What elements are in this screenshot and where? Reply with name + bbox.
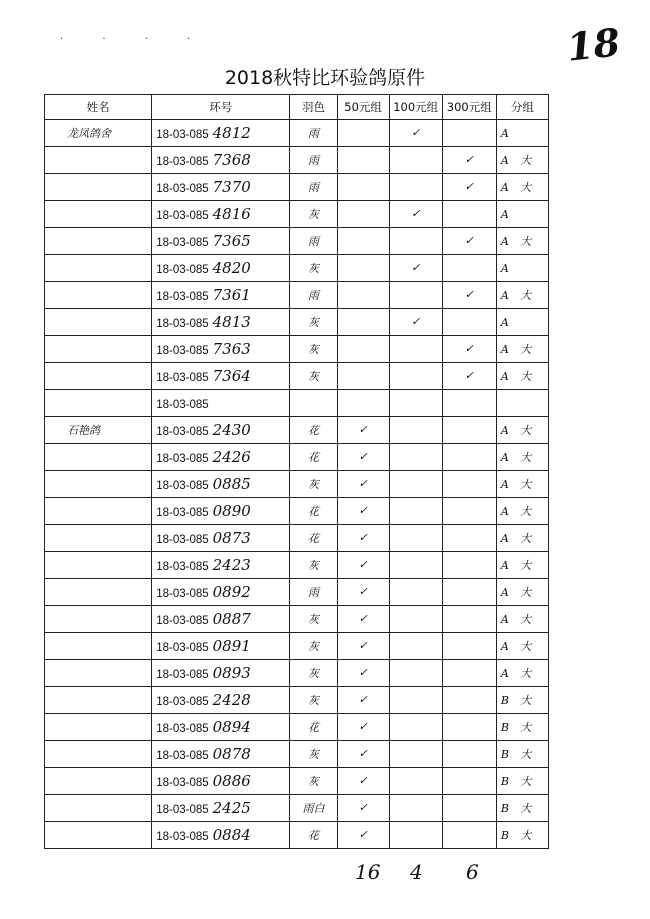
owner-name-cell [45, 633, 152, 660]
ring-prefix: 18-03-085 [156, 696, 209, 708]
g50-check-cell: ✓ [337, 471, 389, 498]
g300-check-cell [442, 822, 496, 849]
group-cell: A 大 [496, 336, 548, 363]
ring-prefix: 18-03-085 [156, 777, 209, 789]
feather-color-cell: 灰 [290, 552, 337, 579]
feather-color-cell: 灰 [290, 201, 337, 228]
owner-name-cell [45, 363, 152, 390]
g300-check-cell [442, 633, 496, 660]
feather-color-cell: 花 [290, 444, 337, 471]
g50-check-cell: ✓ [337, 795, 389, 822]
g300-check-cell [442, 471, 496, 498]
ring-suffix: 4813 [212, 313, 251, 331]
ring-suffix: 0884 [212, 826, 251, 844]
ring-suffix: 0893 [212, 664, 251, 682]
header-color: 羽色 [290, 95, 337, 120]
ring-number-cell [152, 336, 290, 363]
g50-check-cell: ✓ [337, 768, 389, 795]
ring-suffix: 7370 [212, 178, 251, 196]
owner-name-cell [45, 282, 152, 309]
ring-prefix: 18-03-085 [156, 534, 209, 546]
feather-color-cell: 灰 [290, 741, 337, 768]
owner-name-cell [45, 471, 152, 498]
group-cell: B 大 [496, 741, 548, 768]
ring-prefix: 18-03-085 [156, 372, 209, 384]
group-cell [496, 390, 548, 417]
table-row [45, 228, 549, 255]
g50-check-cell: ✓ [337, 660, 389, 687]
g300-check-cell [442, 606, 496, 633]
g300-check-cell [442, 498, 496, 525]
ring-number-cell [152, 363, 290, 390]
group-cell: A 大 [496, 471, 548, 498]
table-row [45, 579, 549, 606]
feather-color-cell [290, 390, 337, 417]
table-row [45, 633, 549, 660]
ring-prefix: 18-03-085 [156, 669, 209, 681]
owner-name-cell [45, 822, 152, 849]
ring-prefix: 18-03-085 [156, 750, 209, 762]
ring-suffix: 0886 [212, 772, 251, 790]
total-g300: 6 [466, 860, 479, 884]
group-cell: B 大 [496, 714, 548, 741]
feather-color-cell: 花 [290, 714, 337, 741]
g300-check-cell [442, 795, 496, 822]
table-row [45, 120, 549, 147]
ring-suffix: 4816 [212, 205, 251, 223]
ring-prefix: 18-03-085 [156, 642, 209, 654]
ring-suffix: 0873 [212, 529, 251, 547]
ring-number-cell [152, 498, 290, 525]
g100-check-cell [389, 714, 442, 741]
g50-check-cell: ✓ [337, 633, 389, 660]
ring-number-cell [152, 282, 290, 309]
table-row [45, 363, 549, 390]
header-group: 分组 [496, 95, 548, 120]
feather-color-cell: 雨 [290, 282, 337, 309]
ring-prefix: 18-03-085 [156, 480, 209, 492]
g100-check-cell [389, 822, 442, 849]
total-g50: 16 [355, 860, 381, 884]
table-row [45, 768, 549, 795]
header-g300: 300元组 [442, 95, 496, 120]
ring-suffix: 2428 [212, 691, 251, 709]
owner-name-cell [45, 336, 152, 363]
table-row [45, 498, 549, 525]
group-cell: A 大 [496, 282, 548, 309]
g300-check-cell: ✓ [442, 228, 496, 255]
g100-check-cell [389, 768, 442, 795]
ring-number-cell [152, 552, 290, 579]
header-ring: 环号 [152, 95, 290, 120]
g300-check-cell [442, 417, 496, 444]
group-cell: A 大 [496, 147, 548, 174]
g100-check-cell [389, 606, 442, 633]
feather-color-cell: 花 [290, 498, 337, 525]
g300-check-cell [442, 525, 496, 552]
owner-name-cell [45, 390, 152, 417]
ring-prefix: 18-03-085 [156, 345, 209, 357]
feather-color-cell: 灰 [290, 768, 337, 795]
feather-color-cell: 灰 [290, 660, 337, 687]
g100-check-cell: ✓ [389, 309, 442, 336]
g100-check-cell [389, 525, 442, 552]
g100-check-cell [389, 579, 442, 606]
g100-check-cell: ✓ [389, 201, 442, 228]
ring-number-cell [152, 660, 290, 687]
feather-color-cell: 花 [290, 822, 337, 849]
group-cell: A 大 [496, 444, 548, 471]
table-row [45, 282, 549, 309]
g300-check-cell [442, 201, 496, 228]
table-row [45, 174, 549, 201]
ring-number-cell [152, 309, 290, 336]
group-cell: A 大 [496, 498, 548, 525]
group-cell: A [496, 309, 548, 336]
owner-name-cell [45, 606, 152, 633]
ring-number-cell [152, 147, 290, 174]
g50-check-cell [337, 309, 389, 336]
ring-suffix: 0892 [212, 583, 251, 601]
g300-check-cell [442, 390, 496, 417]
g50-check-cell [337, 147, 389, 174]
feather-color-cell: 灰 [290, 255, 337, 282]
header-row [45, 95, 549, 120]
owner-name-cell [45, 147, 152, 174]
ring-number-cell [152, 822, 290, 849]
ring-suffix: 2430 [212, 421, 251, 439]
table-row [45, 552, 549, 579]
ring-suffix: 0887 [212, 610, 251, 628]
ring-prefix: 18-03-085 [156, 507, 209, 519]
g100-check-cell [389, 147, 442, 174]
ring-prefix: 18-03-085 [156, 183, 209, 195]
g50-check-cell [337, 201, 389, 228]
table-row [45, 417, 549, 444]
g300-check-cell: ✓ [442, 336, 496, 363]
ring-prefix: 18-03-085 [156, 237, 209, 249]
ring-number-cell [152, 201, 290, 228]
owner-name-cell [45, 687, 152, 714]
g50-check-cell [337, 120, 389, 147]
ring-prefix: 18-03-085 [156, 588, 209, 600]
g100-check-cell [389, 363, 442, 390]
g100-check-cell: ✓ [389, 120, 442, 147]
group-cell: B 大 [496, 687, 548, 714]
ring-suffix: 2426 [212, 448, 251, 466]
table-body [45, 120, 549, 849]
ring-suffix: 7361 [212, 286, 251, 304]
owner-name-cell [45, 498, 152, 525]
g100-check-cell [389, 390, 442, 417]
g300-check-cell: ✓ [442, 147, 496, 174]
owner-name-cell [45, 174, 152, 201]
ring-prefix: 18-03-085 [156, 804, 209, 816]
g100-check-cell [389, 687, 442, 714]
feather-color-cell: 雨 [290, 228, 337, 255]
table-row [45, 255, 549, 282]
g300-check-cell [442, 687, 496, 714]
g100-check-cell [389, 471, 442, 498]
owner-name-cell [45, 201, 152, 228]
group-cell: A 大 [496, 228, 548, 255]
ring-number-cell [152, 444, 290, 471]
ring-suffix: 2423 [212, 556, 251, 574]
g300-check-cell [442, 120, 496, 147]
feather-color-cell: 花 [290, 525, 337, 552]
g50-check-cell: ✓ [337, 552, 389, 579]
group-cell: A [496, 120, 548, 147]
ring-number-cell [152, 768, 290, 795]
g300-check-cell [442, 309, 496, 336]
g100-check-cell [389, 741, 442, 768]
g50-check-cell: ✓ [337, 417, 389, 444]
g300-check-cell: ✓ [442, 363, 496, 390]
owner-name-cell [45, 444, 152, 471]
g50-check-cell [337, 255, 389, 282]
g100-check-cell [389, 660, 442, 687]
feather-color-cell: 灰 [290, 471, 337, 498]
feather-color-cell: 花 [290, 417, 337, 444]
scan-specks: · · · · [60, 34, 209, 45]
ring-number-cell [152, 255, 290, 282]
owner-name-cell [45, 552, 152, 579]
ring-number-cell [152, 795, 290, 822]
header-g100: 100元组 [389, 95, 442, 120]
ring-number-cell [152, 390, 290, 417]
g300-check-cell: ✓ [442, 282, 496, 309]
feather-color-cell: 灰 [290, 606, 337, 633]
owner-name-cell [45, 309, 152, 336]
owner-name-cell [45, 255, 152, 282]
table-row [45, 444, 549, 471]
g50-check-cell: ✓ [337, 498, 389, 525]
pigeon-register-table [44, 94, 549, 849]
group-cell: A 大 [496, 633, 548, 660]
ring-number-cell [152, 606, 290, 633]
ring-prefix: 18-03-085 [156, 291, 209, 303]
ring-suffix: 7365 [212, 232, 251, 250]
table-row [45, 822, 549, 849]
g50-check-cell: ✓ [337, 714, 389, 741]
group-cell: A 大 [496, 525, 548, 552]
ring-suffix: 0890 [212, 502, 251, 520]
g300-check-cell [442, 660, 496, 687]
g100-check-cell [389, 633, 442, 660]
g300-check-cell [442, 255, 496, 282]
g300-check-cell [442, 444, 496, 471]
total-g100: 4 [410, 860, 423, 884]
owner-name-cell [45, 714, 152, 741]
feather-color-cell: 灰 [290, 363, 337, 390]
feather-color-cell: 雨 [290, 579, 337, 606]
group-cell: A [496, 255, 548, 282]
feather-color-cell: 灰 [290, 633, 337, 660]
table-row [45, 390, 549, 417]
page-title: 2018秋特比环验鸽原件 [224, 67, 426, 89]
feather-color-cell: 雨 [290, 147, 337, 174]
ring-prefix: 18-03-085 [156, 156, 209, 168]
g100-check-cell [389, 498, 442, 525]
g100-check-cell [389, 174, 442, 201]
g50-check-cell: ✓ [337, 525, 389, 552]
owner-name-cell: 石艳鸽 [45, 417, 152, 444]
ring-number-cell [152, 579, 290, 606]
g50-check-cell [337, 228, 389, 255]
ring-prefix: 18-03-085 [156, 831, 209, 843]
header-g50: 50元组 [337, 95, 389, 120]
ring-suffix: 7368 [212, 151, 251, 169]
group-cell: B 大 [496, 822, 548, 849]
g50-check-cell [337, 336, 389, 363]
g100-check-cell [389, 444, 442, 471]
ring-suffix: 2425 [212, 799, 251, 817]
header-name: 姓名 [45, 95, 152, 120]
ring-suffix: 4812 [212, 124, 251, 142]
g50-check-cell: ✓ [337, 606, 389, 633]
table-row [45, 714, 549, 741]
ring-number-cell [152, 174, 290, 201]
ring-number-cell [152, 525, 290, 552]
g50-check-cell [337, 390, 389, 417]
ring-prefix: 18-03-085 [156, 399, 209, 411]
ring-number-cell [152, 741, 290, 768]
ring-prefix: 18-03-085 [156, 318, 209, 330]
ring-suffix: 7363 [212, 340, 251, 358]
g50-check-cell: ✓ [337, 741, 389, 768]
ring-prefix: 18-03-085 [156, 426, 209, 438]
ring-number-cell [152, 714, 290, 741]
g50-check-cell: ✓ [337, 579, 389, 606]
ring-suffix: 0891 [212, 637, 251, 655]
g100-check-cell [389, 282, 442, 309]
table-row [45, 471, 549, 498]
g50-check-cell [337, 363, 389, 390]
table-row [45, 336, 549, 363]
ring-suffix: 0894 [212, 718, 251, 736]
g50-check-cell: ✓ [337, 687, 389, 714]
table-row [45, 147, 549, 174]
owner-name-cell [45, 741, 152, 768]
ring-prefix: 18-03-085 [156, 453, 209, 465]
group-cell: A 大 [496, 174, 548, 201]
ring-prefix: 18-03-085 [156, 561, 209, 573]
feather-color-cell: 灰 [290, 687, 337, 714]
ring-number-cell [152, 120, 290, 147]
group-cell: A 大 [496, 363, 548, 390]
owner-name-cell [45, 228, 152, 255]
g50-check-cell: ✓ [337, 822, 389, 849]
ring-prefix: 18-03-085 [156, 129, 209, 141]
group-cell: A 大 [496, 552, 548, 579]
ring-suffix: 4820 [212, 259, 251, 277]
g100-check-cell [389, 417, 442, 444]
table-row [45, 525, 549, 552]
owner-name-cell [45, 525, 152, 552]
table-row [45, 201, 549, 228]
ring-number-cell [152, 633, 290, 660]
g300-check-cell [442, 714, 496, 741]
ring-number-cell [152, 228, 290, 255]
g50-check-cell: ✓ [337, 444, 389, 471]
g300-check-cell [442, 552, 496, 579]
table-row [45, 309, 549, 336]
group-cell: A 大 [496, 579, 548, 606]
g50-check-cell [337, 282, 389, 309]
g100-check-cell: ✓ [389, 255, 442, 282]
feather-color-cell: 灰 [290, 336, 337, 363]
group-cell: B 大 [496, 795, 548, 822]
ring-suffix: 0885 [212, 475, 251, 493]
group-cell: A 大 [496, 417, 548, 444]
g300-check-cell: ✓ [442, 174, 496, 201]
group-cell: A 大 [496, 606, 548, 633]
table-row [45, 795, 549, 822]
feather-color-cell: 雨白 [290, 795, 337, 822]
owner-name-cell [45, 579, 152, 606]
ring-prefix: 18-03-085 [156, 264, 209, 276]
owner-name-cell [45, 660, 152, 687]
group-cell: A [496, 201, 548, 228]
g300-check-cell [442, 579, 496, 606]
g300-check-cell [442, 768, 496, 795]
owner-name-cell [45, 795, 152, 822]
ring-prefix: 18-03-085 [156, 723, 209, 735]
g100-check-cell [389, 336, 442, 363]
ring-number-cell [152, 417, 290, 444]
table-row [45, 741, 549, 768]
group-cell: A 大 [496, 660, 548, 687]
table-row [45, 660, 549, 687]
g100-check-cell [389, 795, 442, 822]
g300-check-cell [442, 741, 496, 768]
owner-name-cell: 龙凤鸽舍 [45, 120, 152, 147]
ring-prefix: 18-03-085 [156, 210, 209, 222]
g100-check-cell [389, 228, 442, 255]
ring-suffix: 0878 [212, 745, 251, 763]
page-number: 18 [564, 19, 623, 70]
table-row [45, 606, 549, 633]
feather-color-cell: 雨 [290, 174, 337, 201]
table-row [45, 687, 549, 714]
owner-name-cell [45, 768, 152, 795]
group-cell: B 大 [496, 768, 548, 795]
ring-prefix: 18-03-085 [156, 615, 209, 627]
g50-check-cell [337, 174, 389, 201]
ring-number-cell [152, 471, 290, 498]
ring-suffix: 7364 [212, 367, 251, 385]
feather-color-cell: 灰 [290, 309, 337, 336]
ring-number-cell [152, 687, 290, 714]
feather-color-cell: 雨 [290, 120, 337, 147]
g100-check-cell [389, 552, 442, 579]
